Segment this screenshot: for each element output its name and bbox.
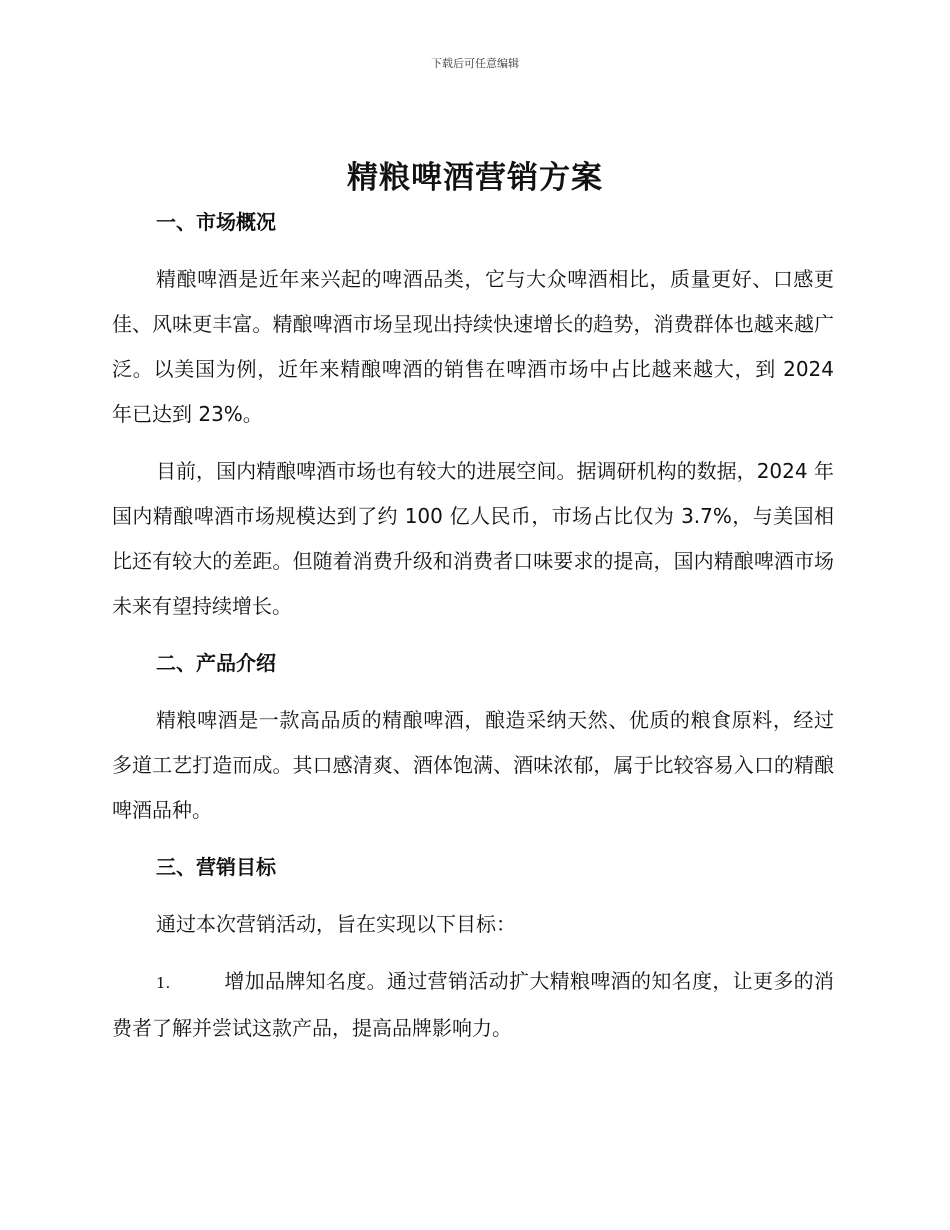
section-heading-goals: 三、营销目标: [156, 855, 276, 879]
list-item-text: 增加品牌知名度。通过营销活动扩大精粮啤酒的知名度，让更多的消费者了解并尝试这款产品，提高品牌影响力。: [112, 969, 834, 1040]
paragraph-product-1: 精粮啤酒是一款高品质的精酿啤酒，酿造采纳天然、优质的粮食原料，经过多道工艺打造而成。其口感清爽、酒体饱满、酒味浓郁，属于比较容易入口的精酿啤酒品种。: [112, 708, 834, 822]
paragraph-market-1: 精酿啤酒是近年来兴起的啤酒品类，它与大众啤酒相比，质量更好、口感更佳、风味更丰富。精酿啤酒市场呈现出持续快速增长的趋势，消费群体也越来越广泛。以美国为例，近年来精酿啤酒的销售在啤酒市场中占比越来越大，到 2024 年已达到 23%。: [112, 267, 834, 426]
header-note: 下载后可任意编辑: [431, 57, 519, 70]
document-title: 精粮啤酒营销方案: [347, 160, 603, 196]
section-heading-product: 二、产品介绍: [156, 651, 276, 675]
list-item-number: 1.: [156, 974, 171, 992]
document-body: [112, 200, 834, 1051]
paragraph-goals-intro: 通过本次营销活动，旨在实现以下目标：: [156, 912, 516, 936]
section-heading-market: 一、市场概况: [156, 210, 276, 234]
list-item: [112, 959, 834, 1051]
paragraph-market-2: 目前，国内精酿啤酒市场也有较大的进展空间。据调研机构的数据，2024 年国内精酿啤酒市场规模达到了约 100 亿人民币，市场占比仅为 3.7%，与美国相比还有较大的差距。但随着消费升级和消费者口味要求的提高，国内精酿啤酒市场未来有望持续增长。: [112, 459, 834, 618]
